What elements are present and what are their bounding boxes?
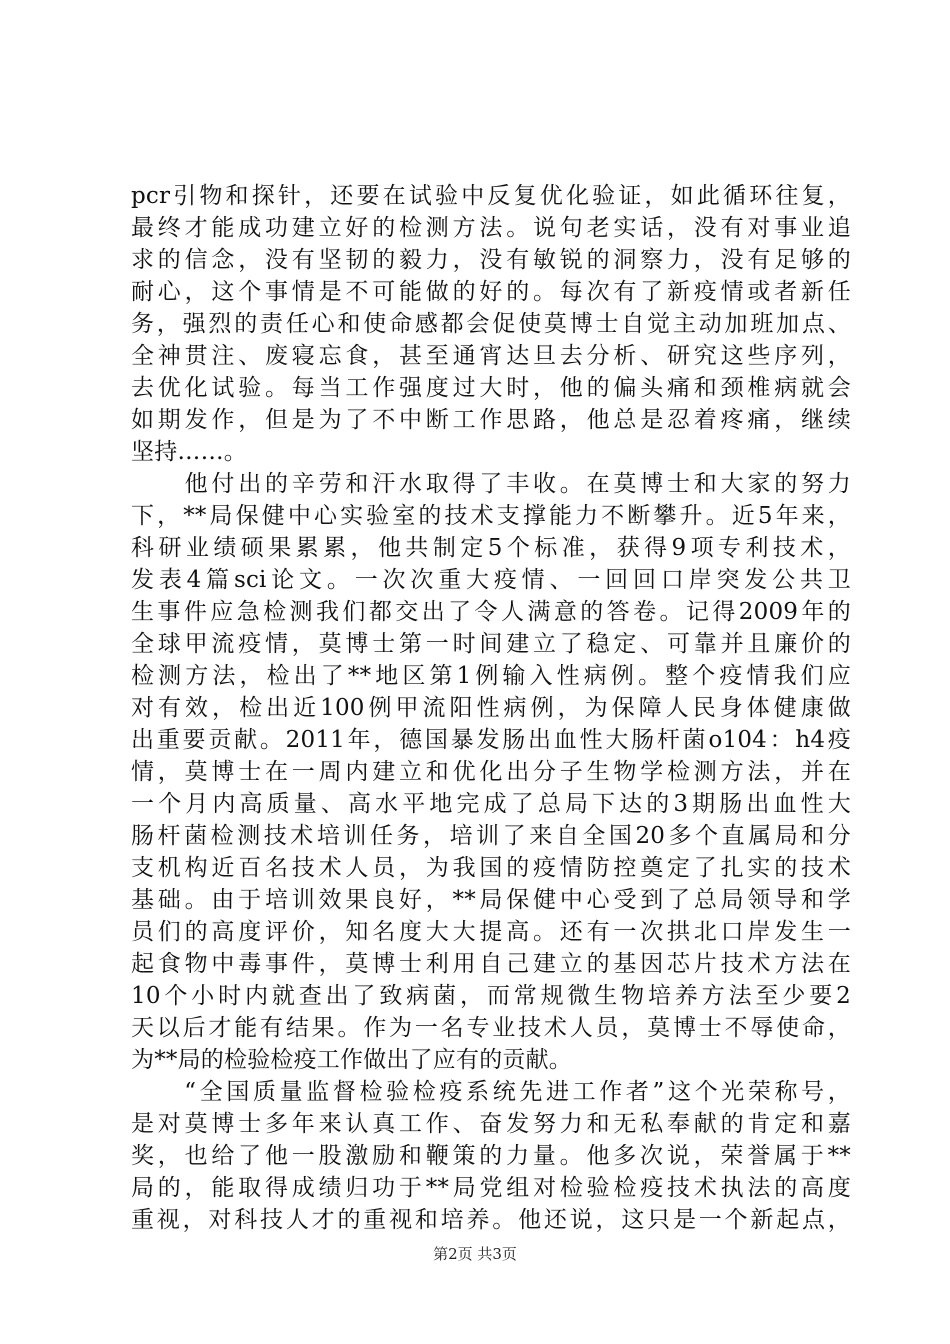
text-line: 耐心，这个事情是不可能做的好的。每次有了新疫情或者新任 [131,279,851,305]
text-line: 最终才能成功建立好的检测方法。说句老实话，没有对事业追 [131,215,851,241]
text-line: 如期发作，但是为了不中断工作思路，他总是忍着疼痛，继续 [131,407,851,433]
text-line: 起食物中毒事件，莫博士利用自己建立的基因芯片技术方法在 [131,951,851,977]
text-line: 下，**局保健中心实验室的技术支撑能力不断攀升。近5年来， [131,503,851,529]
text-line: 坚持……。 [131,439,247,465]
text-line: 天以后才能有结果。作为一名专业技术人员，莫博士不辱使命， [131,1015,851,1041]
page-footer: 第2页 共3页 [433,1245,517,1263]
text-line: 务，强烈的责任心和使命感都会促使莫博士自觉主动加班加点、 [131,311,851,337]
text-line: 对有效，检出近100例甲流阳性病例，为保障人民身体健康做 [131,695,851,721]
text-line: 局的，能取得成绩归功于**局党组对检验检疫技术执法的高度 [131,1175,851,1201]
text-line: 基础。由于培训效果良好，**局保健中心受到了总局领导和学 [131,887,851,913]
body-text [131,180,851,1236]
text-line: 重视，对科技人才的重视和培养。他还说，这只是一个新起点， [131,1207,851,1233]
text-line: 员们的高度评价，知名度大大提高。还有一次拱北口岸发生一 [131,919,851,945]
text-line: “全国质量监督检验检疫系统先进工作者”这个光荣称号， [131,1079,851,1105]
text-line: 为**局的检验检疫工作做出了应有的贡献。 [131,1047,572,1073]
text-line: 全神贯注、废寝忘食，甚至通宵达旦去分析、研究这些序列， [131,343,851,369]
text-line: 出重要贡献。2011年，德国暴发肠出血性大肠杆菌o104：h4疫 [131,727,851,753]
text-line: 他付出的辛劳和汗水取得了丰收。在莫博士和大家的努力 [131,471,851,497]
text-line: 情，莫博士在一周内建立和优化出分子生物学检测方法，并在 [131,759,851,785]
text-line: 科研业绩硕果累累，他共制定5个标准，获得9项专利技术， [131,535,851,561]
text-line: 是对莫博士多年来认真工作、奋发努力和无私奉献的肯定和嘉 [131,1111,851,1137]
text-line: 发表4篇sci论文。一次次重大疫情、一回回口岸突发公共卫 [131,567,851,593]
text-line: 支机构近百名技术人员，为我国的疫情防控奠定了扎实的技术 [131,855,851,881]
text-line: 奖，也给了他一股激励和鞭策的力量。他多次说，荣誉属于** [131,1143,851,1169]
text-line: 一个月内高质量、高水平地完成了总局下达的3期肠出血性大 [131,791,851,817]
text-line: 肠杆菌检测技术培训任务，培训了来自全国20多个直属局和分 [131,823,851,849]
text-line: 检测方法，检出了**地区第1例输入性病例。整个疫情我们应 [131,663,851,689]
text-line: 生事件应急检测我们都交出了令人满意的答卷。记得2009年的 [131,599,851,625]
text-line: pcr引物和探针，还要在试验中反复优化验证，如此循环往复， [131,183,851,209]
text-line: 10个小时内就查出了致病菌，而常规微生物培养方法至少要2 [131,983,851,1009]
text-line: 求的信念，没有坚韧的毅力，没有敏锐的洞察力，没有足够的 [131,247,851,273]
text-line: 全球甲流疫情，莫博士第一时间建立了稳定、可靠并且廉价的 [131,631,851,657]
text-line: 去优化试验。每当工作强度过大时，他的偏头痛和颈椎病就会 [131,375,851,401]
